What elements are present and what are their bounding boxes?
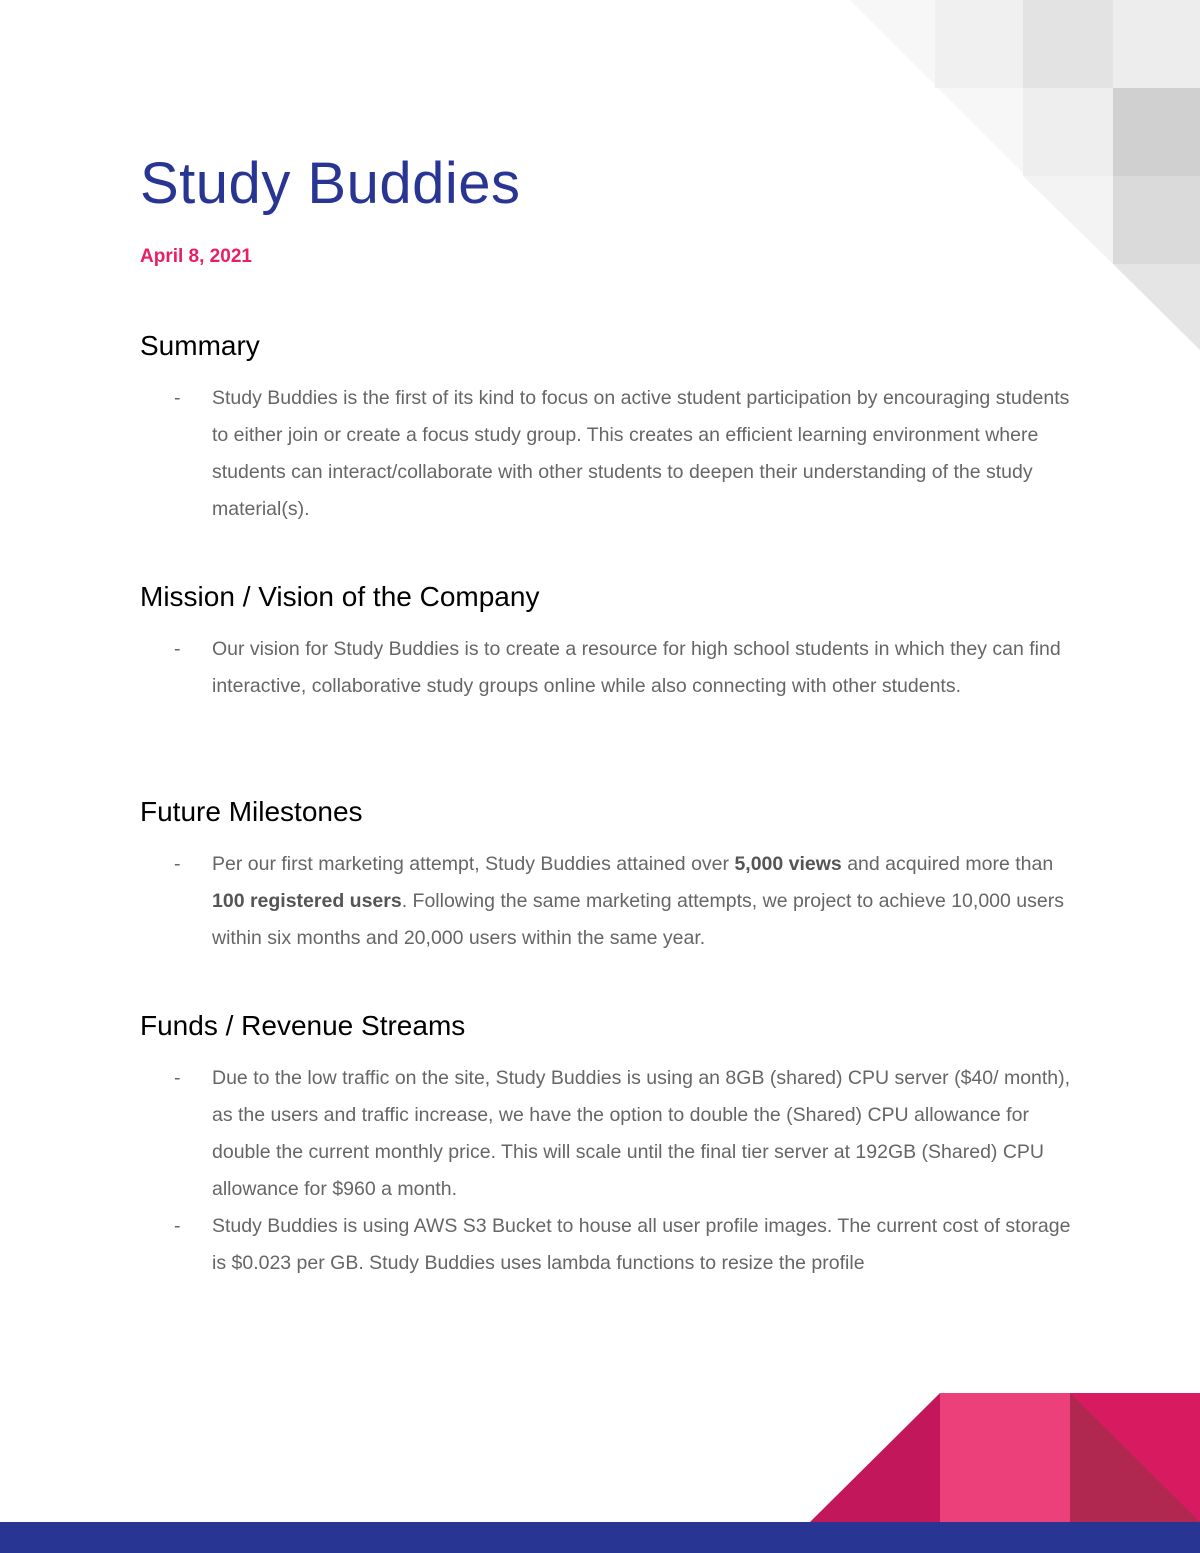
list-item-text: Due to the low traffic on the site, Study Buddies is using an 8GB (shared) CPU server ($40/ month), as the users and traffic increase, we have the option to double the (Shared) CPU allowance for double the current monthly price. This will scale until the final tier server at 192GB (Shared) CPU allowance for $960 a month. bbox=[212, 1067, 1071, 1200]
bullet-list bbox=[140, 380, 1080, 528]
document-date: April 8, 2021 bbox=[140, 246, 252, 267]
text-run: Per our first marketing attempt, Study Buddies attained over bbox=[212, 853, 735, 875]
list-item-text: Our vision for Study Buddies is to create a resource for high school students in which they can find interactive, collaborative study groups online while also connecting with other students. bbox=[212, 638, 1061, 697]
section-heading: Mission / Vision of the Company bbox=[140, 581, 540, 612]
list-item-text: Study Buddies is using AWS S3 Bucket to house all user profile images. The current cost of storage is $0.023 per GB. Study Buddies uses lambda functions to resize the profile bbox=[212, 1215, 1071, 1274]
list-item bbox=[140, 380, 1080, 528]
section-summary bbox=[140, 330, 1080, 528]
section-heading: Summary bbox=[140, 330, 260, 361]
bullet-dash: - bbox=[174, 1067, 181, 1089]
bold-views-count: 5,000 views bbox=[734, 853, 842, 875]
bold-registered-users: 100 registered users bbox=[212, 890, 402, 912]
footer-bar bbox=[0, 1522, 1200, 1553]
document-title: Study Buddies bbox=[140, 151, 521, 216]
bullet-list bbox=[140, 1060, 1080, 1282]
list-item-text bbox=[212, 853, 1064, 949]
section-funds-revenue bbox=[140, 1010, 1080, 1282]
list-item bbox=[140, 1060, 1080, 1208]
text-run: . Following the same marketing attempts, we project to achieve 10,000 users within six months and 20,000 users within the same year. bbox=[212, 890, 1064, 949]
bullet-list bbox=[140, 846, 1080, 957]
list-item bbox=[140, 631, 1080, 705]
list-item-text: Study Buddies is the first of its kind to focus on active student participation by encouraging students to either join or create a focus study group. This creates an efficient learning environment where students can interact/collaborate with other students to deepen their understanding of the study material(s). bbox=[212, 387, 1070, 520]
list-item bbox=[140, 846, 1080, 957]
bullet-dash: - bbox=[174, 1215, 181, 1237]
text-run: and acquired more than bbox=[841, 853, 1054, 875]
section-heading: Funds / Revenue Streams bbox=[140, 1010, 466, 1041]
bullet-list bbox=[140, 631, 1080, 705]
bullet-dash: - bbox=[174, 853, 181, 875]
list-item bbox=[140, 1208, 1080, 1282]
section-heading: Future Milestones bbox=[140, 796, 363, 827]
bullet-dash: - bbox=[174, 387, 181, 409]
section-future-milestones bbox=[140, 796, 1080, 957]
section-mission-vision bbox=[140, 581, 1080, 705]
bullet-dash: - bbox=[174, 638, 181, 660]
